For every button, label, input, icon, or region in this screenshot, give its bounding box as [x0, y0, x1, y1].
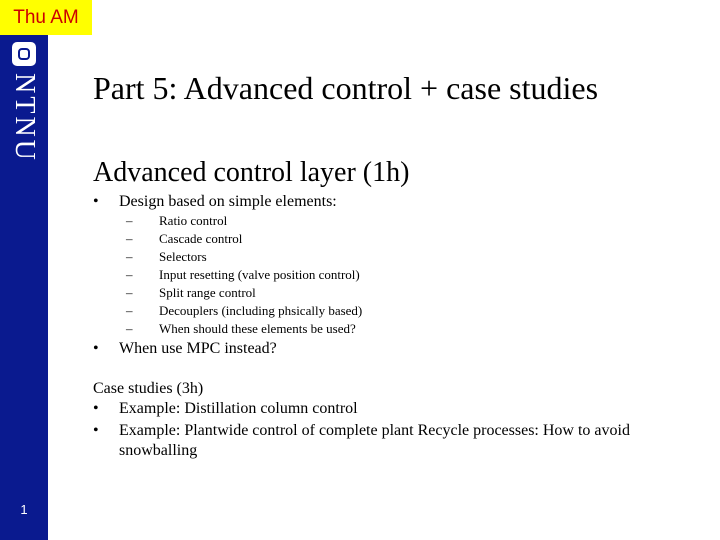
bullet-item — [93, 192, 693, 212]
slide-title: Part 5: Advanced control + case studies — [93, 70, 599, 106]
sub-bullet-mark: – — [126, 285, 133, 300]
sub-bullet-item — [93, 248, 693, 266]
section-heading: Advanced control layer (1h) — [93, 157, 410, 188]
sidebar — [0, 0, 48, 540]
sub-bullet-item — [93, 212, 693, 230]
bullet-item — [93, 399, 693, 419]
bullet-mark: • — [93, 422, 99, 439]
brand-text: NTNU — [9, 73, 40, 163]
sub-bullet-text: Selectors — [159, 249, 207, 264]
bullet-mark: • — [93, 400, 99, 417]
bullet-text: Design based on simple elements: — [119, 193, 337, 210]
sub-bullet-item — [93, 230, 693, 248]
sub-bullet-text: Cascade control — [159, 231, 243, 246]
sub-bullet-mark: – — [126, 213, 133, 228]
sub-bullet-text: Input resetting (valve position control) — [159, 267, 360, 282]
sub-bullet-mark: – — [126, 321, 133, 336]
sub-bullet-mark: – — [126, 303, 133, 318]
sub-bullet-item — [93, 266, 693, 284]
sub-bullet-mark: – — [126, 231, 133, 246]
sub-bullet-text: Ratio control — [159, 213, 228, 228]
page-number: 1 — [20, 502, 28, 517]
sub-bullet-text: When should these elements be used? — [159, 321, 356, 336]
bullet-item — [93, 339, 693, 359]
bullet-text: Example: Plantwide control of complete plant Recycle processes: How to avoid snowballing — [119, 422, 630, 459]
bullet-mark: • — [93, 340, 99, 357]
sub-bullet-item — [93, 320, 693, 338]
ntnu-logo-icon — [12, 42, 36, 66]
sub-bullet-item — [93, 302, 693, 320]
bullet-text: When use MPC instead? — [119, 340, 277, 357]
sub-bullet-text: Split range control — [159, 285, 256, 300]
sub-bullet-mark: – — [126, 267, 133, 282]
sub-bullet-item — [93, 284, 693, 302]
session-badge: Thu AM — [0, 0, 92, 35]
case-studies-heading: Case studies (3h) — [93, 380, 204, 397]
sub-bullet-mark: – — [126, 249, 133, 264]
bullet-mark: • — [93, 193, 99, 210]
bullet-text: Example: Distillation column control — [119, 400, 358, 417]
bullet-item — [93, 421, 693, 461]
slide-content — [93, 155, 693, 461]
sub-bullet-text: Decouplers (including phsically based) — [159, 303, 363, 318]
